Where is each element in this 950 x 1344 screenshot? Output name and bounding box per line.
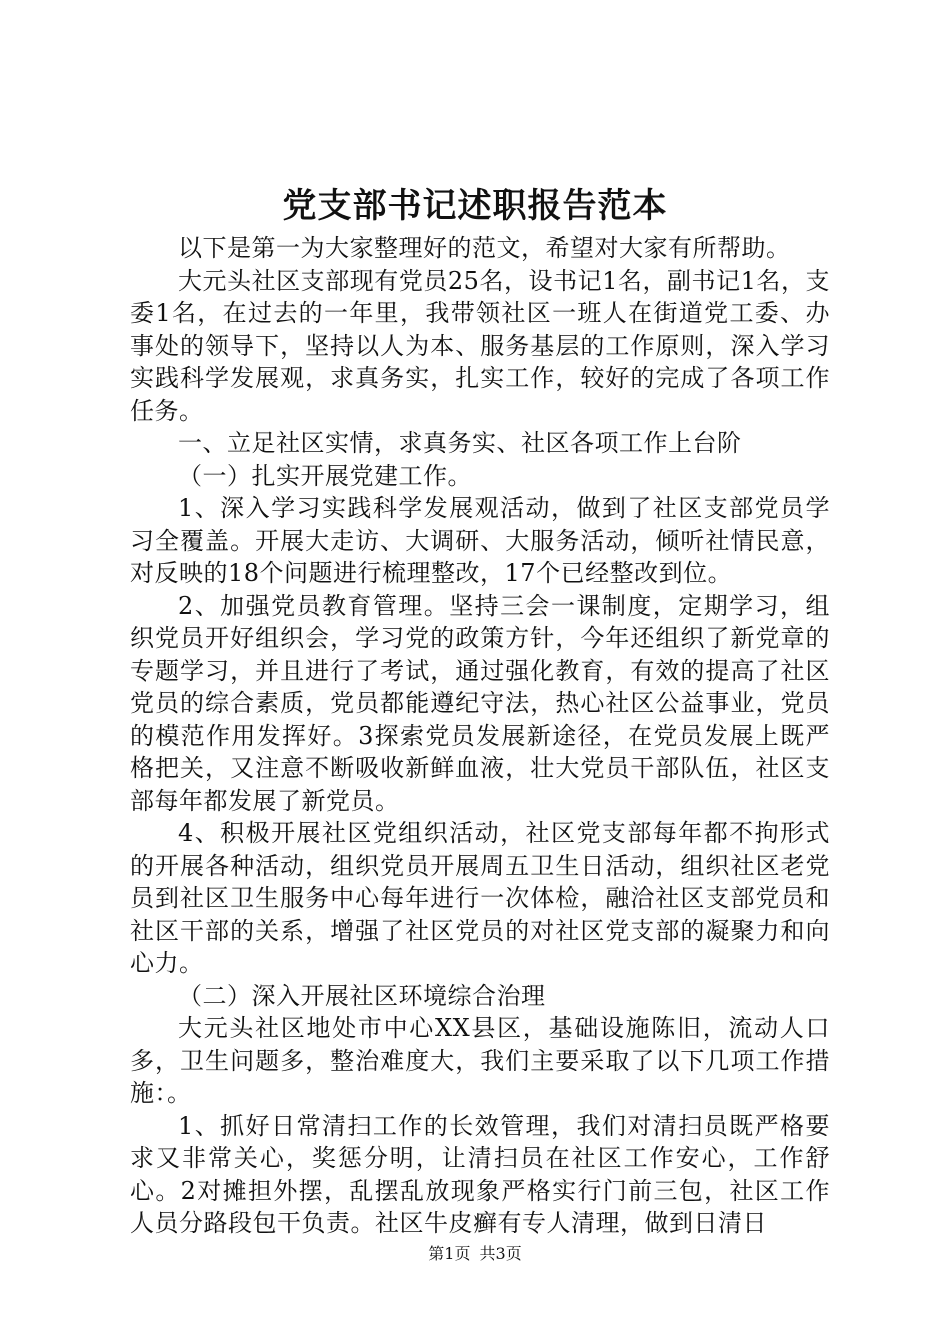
document-title: 党支部书记述职报告范本 [282, 186, 668, 226]
page-footer [0, 1243, 950, 1265]
document-body [130, 232, 830, 1240]
section-heading-1: 一、立足社区实情，求真务实、社区各项工作上台阶 [178, 429, 742, 457]
page-total: 共3页 [479, 1244, 522, 1263]
body-paragraph: 2、加强党员教育管理。坚持三会一课制度，定期学习，组织党员开好组织会，学习党的政策方针，今年还组织了新党章的专题学习，并且进行了考试，通过强化教育，有效的提高了社区党员的综合素质，党员都能遵纪守法，热心社区公益事业，党员的模范作用发挥好。3探索党员发展新途径，在党员发展上既严格把关，又注意不断吸收新鲜血液，壮大党员干部队伍，社区支部每年都发展了新党员。 [130, 591, 830, 815]
overview-paragraph: 大元头社区支部现有党员25名，设书记1名，副书记1名，支委1名，在过去的一年里，我带领社区一班人在街道党工委、办事处的领导下，坚持以人为本、服务基层的工作原则，深入学习实践科学发展观，求真务实，扎实工作，较好的完成了各项工作任务。 [130, 266, 830, 425]
body-paragraph: 4、积极开展社区党组织活动，社区党支部每年都不拘形式的开展各种活动，组织党员开展周五卫生日活动，组织社区老党员到社区卫生服务中心每年进行一次体检，融洽社区支部党员和社区干部的关系，增强了社区党员的对社区党支部的凝聚力和向心力。 [130, 819, 830, 977]
page-number: 第1页 [428, 1244, 471, 1263]
body-paragraph: 大元头社区地处市中心XX县区，基础设施陈旧，流动人口多，卫生问题多，整治难度大，我们主要采取了以下几项工作措施：。 [130, 1014, 830, 1107]
body-paragraph: 1、深入学习实践科学发展观活动，做到了社区支部党员学习全覆盖。开展大走访、大调研、大服务活动，倾听社情民意，对反映的18个问题进行梳理整改，17个已经整改到位。 [130, 494, 830, 587]
intro-paragraph: 以下是第一为大家整理好的范文，希望对大家有所帮助。 [178, 234, 791, 262]
body-paragraph: 1、抓好日常清扫工作的长效管理，我们对清扫员既严格要求又非常关心，奖惩分明，让清扫员在社区工作安心，工作舒心。2对摊担外摆，乱摆乱放现象严格实行门前三包，社区工作人员分路段包干负责。社区牛皮癣有专人清理，做到日清日 [130, 1111, 830, 1237]
subsection-heading-1: （一）扎实开展党建工作。 [178, 461, 472, 490]
subsection-heading-2: （二）深入开展社区环境综合治理 [178, 981, 546, 1010]
